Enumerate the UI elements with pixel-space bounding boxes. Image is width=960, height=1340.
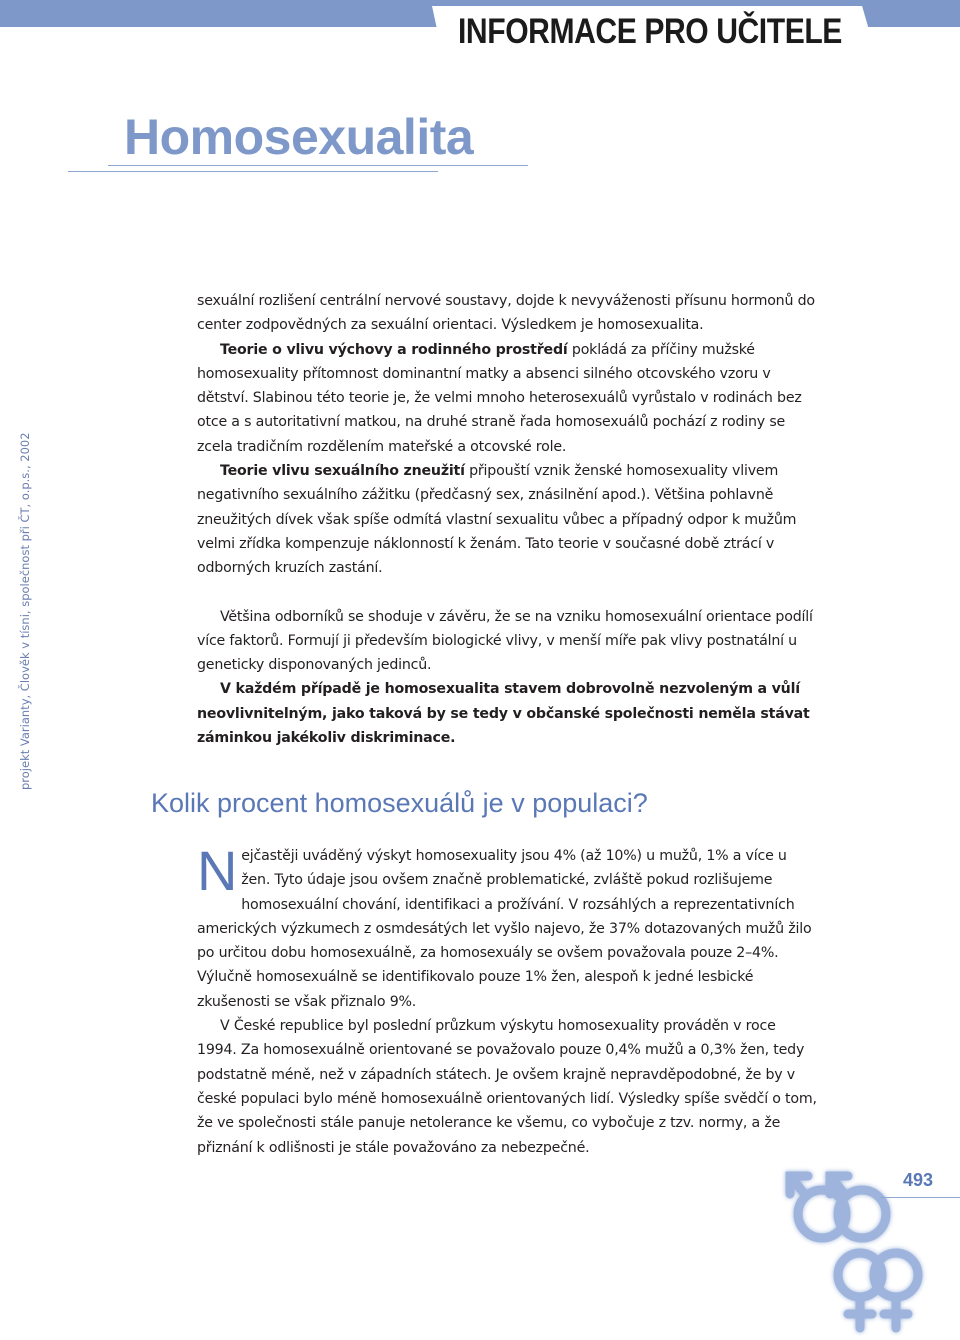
paragraph-conclusion: V každém případě je homosexualita stavem dobrovolně nezvoleným a vůlí neovlivnitelným, jako taková by se tedy v občanské společnosti neměla stávat záminkou jakékoliv diskriminace. <box>197 681 810 747</box>
paragraph-multiple-factors: Většina odborníků se shoduje v závěru, že se na vzniku homosexuální orientace podílí více faktorů. Formují ji především biologické vlivy, v menší míře pak vlivy postnatální u geneticky disponovaných jedinců. <box>197 608 813 674</box>
header-band-left <box>0 0 420 27</box>
paragraph-hormones: sexuální rozlišení centrální nervové soustavy, dojde k nevyváženosti přísunu hormonů do center zodpovědných za sexuální orientaci. Výsledkem je homosexualita. <box>197 293 815 334</box>
gender-symbols-icon <box>770 1150 960 1340</box>
upbringing-theory-heading: Teorie o vlivu výchovy a rodinného prostředí <box>220 341 568 358</box>
paragraph-upbringing-theory <box>197 338 819 459</box>
title-rule-lower <box>68 171 438 172</box>
page-title: Homosexualita <box>124 109 474 165</box>
upbringing-theory-text: pokládá za příčiny mužské homosexuality přítomnost dominantní matky a absenci silného otcovského vzoru v dětství. Slabinou této teorie je, že velmi mnoho heterosexuálů vyrůstalo v rodinách bez otce a s autoritativní matkou, na druhé straně řada homosexuálů pochází z rodiny se zcela tradičním rozdělením mateřské a otcovské role. <box>197 341 802 455</box>
side-credit: projekt Varianty, Člověk v tísni, společnost při ČT, o.p.s., 2002 <box>18 432 32 790</box>
paragraph-prevalence <box>197 839 819 1014</box>
page-number: 493 <box>903 1170 934 1190</box>
title-rule-upper <box>108 165 528 166</box>
paragraph-abuse-theory <box>197 459 819 580</box>
section-body <box>197 839 819 1160</box>
abuse-theory-heading: Teorie vlivu sexuálního zneužití <box>220 463 465 480</box>
drop-cap: N <box>197 839 238 902</box>
header-title: INFORMACE PRO UČITELE <box>458 12 842 51</box>
section-heading: Kolik procent homosexuálů je v populaci? <box>151 788 648 818</box>
abuse-theory-text: připouští vznik ženské homosexuality vlivem negativního sexuálního zážitku (předčasný sex, znásilnění apod.). Většina pohlavně zneužitých dívek však spíše odmítá vlastní sexualitu vůbec a případný odpor k mužům velmi zřídka kompenzuje náklonností k ženám. Tato teorie v současné době ztrácí v odborných kruzích zastání. <box>197 463 797 577</box>
paragraph-czech-survey: V České republice byl poslední průzkum výskytu homosexuality prováděn v roce 1994. Za homosexuálně orientované se považovalo pouze 0,4% mužů a 0,3% žen, tedy podstatně méně, než v západních státech. Je ovšem krajně nepravděpodobné, že by v české populaci bylo méně homosexuálně orientovaných lidí. Výsledky spíše svědčí o tom, že ve společnosti stále panuje netolerance ke všemu, co vybočuje z tzv. normy, a že přiznání k odlišnosti je stále považováno za nebezpečné. <box>197 1018 817 1156</box>
body-text <box>197 289 819 750</box>
prevalence-text: ejčastěji uváděný výskyt homosexuality jsou 4% (až 10%) u mužů, 1% a více u žen. Tyto údaje jsou ovšem značně problematické, zvláště pokud rozlišujeme homosexuální chování, identifikaci a prožívání. V rozsáhlých a reprezentativních amerických výzkumech z osmdesátých let vyšlo najevo, že 37% dotazovaných mužů žilo po určitou dobu homosexuálně, za homosexuály se ovšem považovala pouze 2–4%. Výlučně homosexuálně se identifikovalo pouze 1% žen, alespoň k jedné lesbické zkušenosti se však přiznalo 9%. <box>197 848 812 1010</box>
